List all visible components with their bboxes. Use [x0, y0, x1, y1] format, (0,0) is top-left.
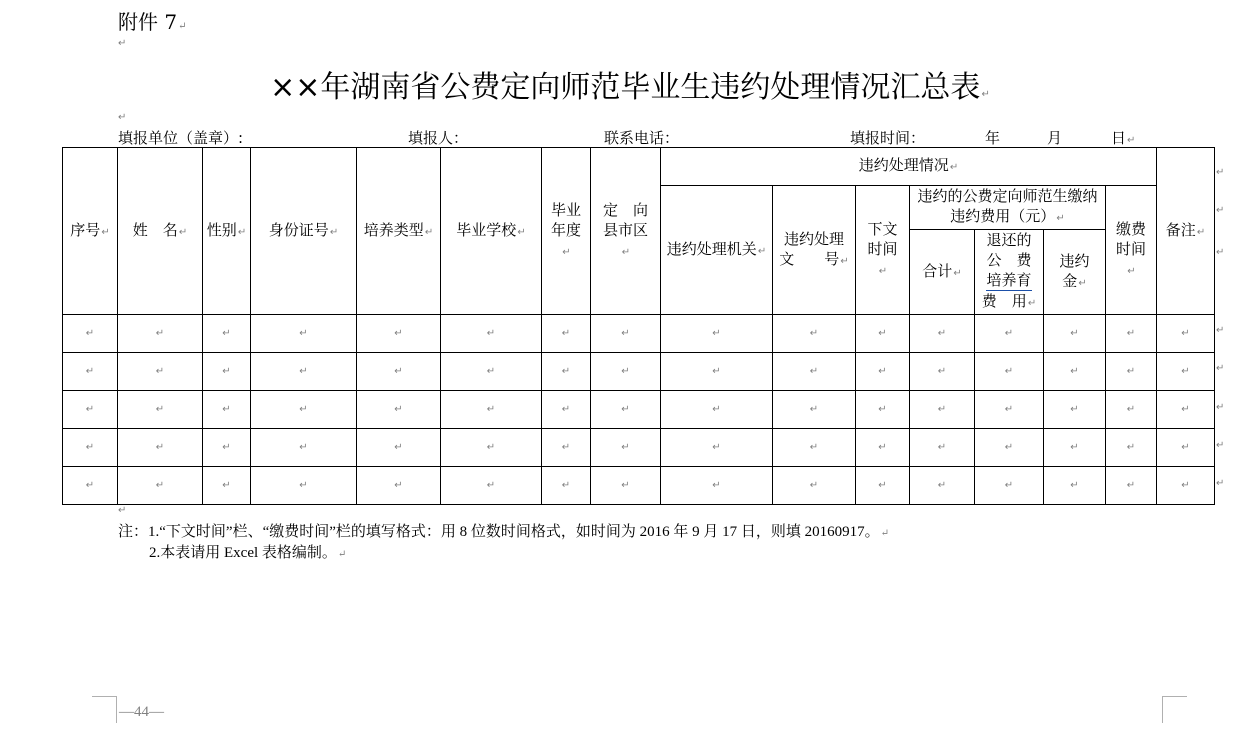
table-cell[interactable]: ↵	[661, 353, 773, 391]
table-cell[interactable]: ↵	[1106, 353, 1157, 391]
table-cell[interactable]: ↵	[910, 353, 975, 391]
table-cell[interactable]: ↵	[856, 429, 910, 467]
table-cell[interactable]: ↵	[773, 467, 856, 505]
table-cell[interactable]: ↵	[1044, 467, 1106, 505]
header-violation-group: 违约处理情况↵	[661, 148, 1157, 186]
table-cell[interactable]: ↵	[856, 315, 910, 353]
table-cell[interactable]: ↵	[661, 315, 773, 353]
table-cell[interactable]: ↵	[542, 391, 591, 429]
paragraph-mark-icon: ↵	[1127, 135, 1136, 146]
meta-time: 填报时间：	[850, 129, 926, 147]
table-cell[interactable]: ↵	[118, 429, 203, 467]
table-cell[interactable]: ↵	[975, 353, 1044, 391]
table-cell[interactable]: ↵	[1106, 467, 1157, 505]
table-cell[interactable]: ↵	[910, 315, 975, 353]
header-penalty: 违约金↵	[1044, 230, 1106, 315]
table-row	[63, 315, 1215, 353]
table-cell[interactable]: ↵	[251, 391, 357, 429]
table-cell[interactable]: ↵	[661, 467, 773, 505]
table-cell[interactable]: ↵	[203, 315, 251, 353]
table-cell[interactable]: ↵	[357, 467, 441, 505]
paragraph-mark-icon: ↵	[1216, 363, 1225, 374]
table-cell[interactable]: ↵	[63, 467, 118, 505]
table-cell[interactable]: ↵	[661, 429, 773, 467]
paragraph-mark-icon: ↵	[1216, 325, 1225, 336]
table-cell[interactable]: ↵	[1157, 429, 1215, 467]
table-row	[63, 467, 1215, 505]
header-pay-time: 缴费时间↵	[1106, 186, 1157, 315]
table-cell[interactable]: ↵	[661, 391, 773, 429]
table-cell[interactable]: ↵	[542, 315, 591, 353]
table-cell[interactable]: ↵	[441, 429, 542, 467]
table-row	[63, 353, 1215, 391]
table-cell[interactable]: ↵	[1157, 315, 1215, 353]
table-cell[interactable]: ↵	[975, 467, 1044, 505]
note-line-1: 注：1.“下文时间”栏、“缴费时间”栏的填写格式：用 8 位数时间格式，如时间为 2016 年 9 月 17 日，则填 20160917。↵	[118, 524, 890, 540]
table-cell[interactable]: ↵	[975, 315, 1044, 353]
table-cell[interactable]: ↵	[1106, 315, 1157, 353]
table-row	[63, 429, 1215, 467]
page-title: ××年湖南省公费定向师范毕业生违约处理情况汇总表↵	[270, 70, 990, 105]
header-seq: 序号↵	[63, 148, 118, 315]
table-cell[interactable]: ↵	[251, 429, 357, 467]
table-cell[interactable]: ↵	[357, 315, 441, 353]
table-cell[interactable]: ↵	[63, 429, 118, 467]
table-cell[interactable]: ↵	[63, 353, 118, 391]
header-refund-fee: 退还的 公 费 培养育 费 用↵	[975, 230, 1044, 315]
paragraph-mark-icon: ↵	[118, 505, 127, 516]
header-authority: 违约处理机关↵	[661, 186, 773, 315]
table-cell[interactable]: ↵	[1044, 315, 1106, 353]
table-cell[interactable]: ↵	[910, 391, 975, 429]
paragraph-mark-icon: ↵	[118, 112, 127, 123]
header-county: 定 向县市区↵	[591, 148, 661, 315]
meta-year: 年	[985, 129, 1001, 147]
meta-filler: 填报人：	[408, 129, 469, 147]
table-cell[interactable]: ↵	[441, 353, 542, 391]
header-issue-time: 下文时间↵	[856, 186, 910, 315]
table-cell[interactable]: ↵	[975, 391, 1044, 429]
table-cell[interactable]: ↵	[591, 353, 661, 391]
table-row	[63, 391, 1215, 429]
header-training-type: 培养类型↵	[357, 148, 441, 315]
table-cell[interactable]: ↵	[441, 467, 542, 505]
header-document-number: 违约处理 文 号↵	[773, 186, 856, 315]
table-cell[interactable]: ↵	[773, 353, 856, 391]
table-cell[interactable]: ↵	[118, 467, 203, 505]
table-cell[interactable]: ↵	[203, 467, 251, 505]
table-cell[interactable]: ↵	[251, 353, 357, 391]
table-cell[interactable]: ↵	[1044, 429, 1106, 467]
table-cell[interactable]: ↵	[203, 391, 251, 429]
table-cell[interactable]: ↵	[441, 391, 542, 429]
table-cell[interactable]: ↵	[773, 429, 856, 467]
header-total: 合计↵	[910, 230, 975, 315]
header-grad-year: 毕业年度↵	[542, 148, 591, 315]
paragraph-mark-icon: ↵	[1216, 167, 1225, 178]
table-cell[interactable]: ↵	[441, 315, 542, 353]
header-name: 姓 名↵	[118, 148, 203, 315]
table-cell[interactable]: ↵	[357, 353, 441, 391]
page-corner-right	[1162, 696, 1187, 723]
paragraph-mark-icon: ↵	[118, 38, 127, 49]
table-cell[interactable]: ↵	[1044, 391, 1106, 429]
table-cell[interactable]: ↵	[910, 429, 975, 467]
table-cell[interactable]: ↵	[1157, 391, 1215, 429]
page-number: —44—	[119, 704, 164, 720]
table-cell[interactable]: ↵	[63, 315, 118, 353]
table-cell[interactable]: ↵	[856, 391, 910, 429]
paragraph-mark-icon: ↵	[1216, 247, 1225, 258]
meta-unit: 填报单位（盖章）:	[118, 129, 244, 147]
paragraph-mark-icon: ↵	[1216, 402, 1225, 413]
header-fee-group: 违约的公费定向师范生缴纳违约费用（元）↵	[910, 186, 1106, 230]
table-cell[interactable]: ↵	[773, 315, 856, 353]
table-cell[interactable]: ↵	[591, 429, 661, 467]
attachment-label: 附件 7↵	[118, 10, 187, 34]
table-cell[interactable]: ↵	[118, 353, 203, 391]
paragraph-mark-icon: ↵	[1216, 440, 1225, 451]
table-cell[interactable]: ↵	[357, 429, 441, 467]
table-cell[interactable]: ↵	[118, 391, 203, 429]
header-id-number: 身份证号↵	[251, 148, 357, 315]
page-corner-left	[92, 696, 117, 723]
table-cell[interactable]: ↵	[975, 429, 1044, 467]
meta-phone: 联系电话：	[604, 129, 680, 147]
table-cell[interactable]: ↵	[251, 315, 357, 353]
paragraph-mark-icon: ↵	[1216, 478, 1225, 489]
table-cell[interactable]: ↵	[591, 315, 661, 353]
table-cell[interactable]: ↵	[203, 429, 251, 467]
table-cell[interactable]: ↵	[856, 467, 910, 505]
paragraph-mark-icon: ↵	[1216, 205, 1225, 216]
table-cell[interactable]: ↵	[1106, 429, 1157, 467]
header-gender: 性别↵	[203, 148, 251, 315]
header-school: 毕业学校↵	[441, 148, 542, 315]
table-body	[63, 315, 1215, 505]
table-cell[interactable]: ↵	[1157, 467, 1215, 505]
table-cell[interactable]: ↵	[542, 429, 591, 467]
table-cell[interactable]: ↵	[203, 353, 251, 391]
table-cell[interactable]: ↵	[542, 467, 591, 505]
note-line-2: 2.本表请用 Excel 表格编制。↵	[149, 545, 347, 561]
table-cell[interactable]: ↵	[251, 467, 357, 505]
meta-day: 日↵	[1111, 129, 1136, 147]
table-cell[interactable]: ↵	[591, 391, 661, 429]
table-cell[interactable]: ↵	[856, 353, 910, 391]
paragraph-mark-icon: ↵	[981, 89, 990, 100]
table-cell[interactable]: ↵	[357, 391, 441, 429]
table-cell[interactable]: ↵	[118, 315, 203, 353]
table-cell[interactable]: ↵	[63, 391, 118, 429]
table-cell[interactable]: ↵	[1044, 353, 1106, 391]
header-remarks: 备注↵	[1157, 148, 1215, 315]
table-cell[interactable]: ↵	[773, 391, 856, 429]
table-cell[interactable]: ↵	[542, 353, 591, 391]
summary-table	[62, 147, 1215, 505]
paragraph-mark-icon: ↵	[178, 21, 187, 32]
meta-month: 月	[1047, 129, 1063, 147]
table-cell[interactable]: ↵	[910, 467, 975, 505]
table-cell[interactable]: ↵	[1106, 391, 1157, 429]
table-cell[interactable]: ↵	[591, 467, 661, 505]
table-cell[interactable]: ↵	[1157, 353, 1215, 391]
